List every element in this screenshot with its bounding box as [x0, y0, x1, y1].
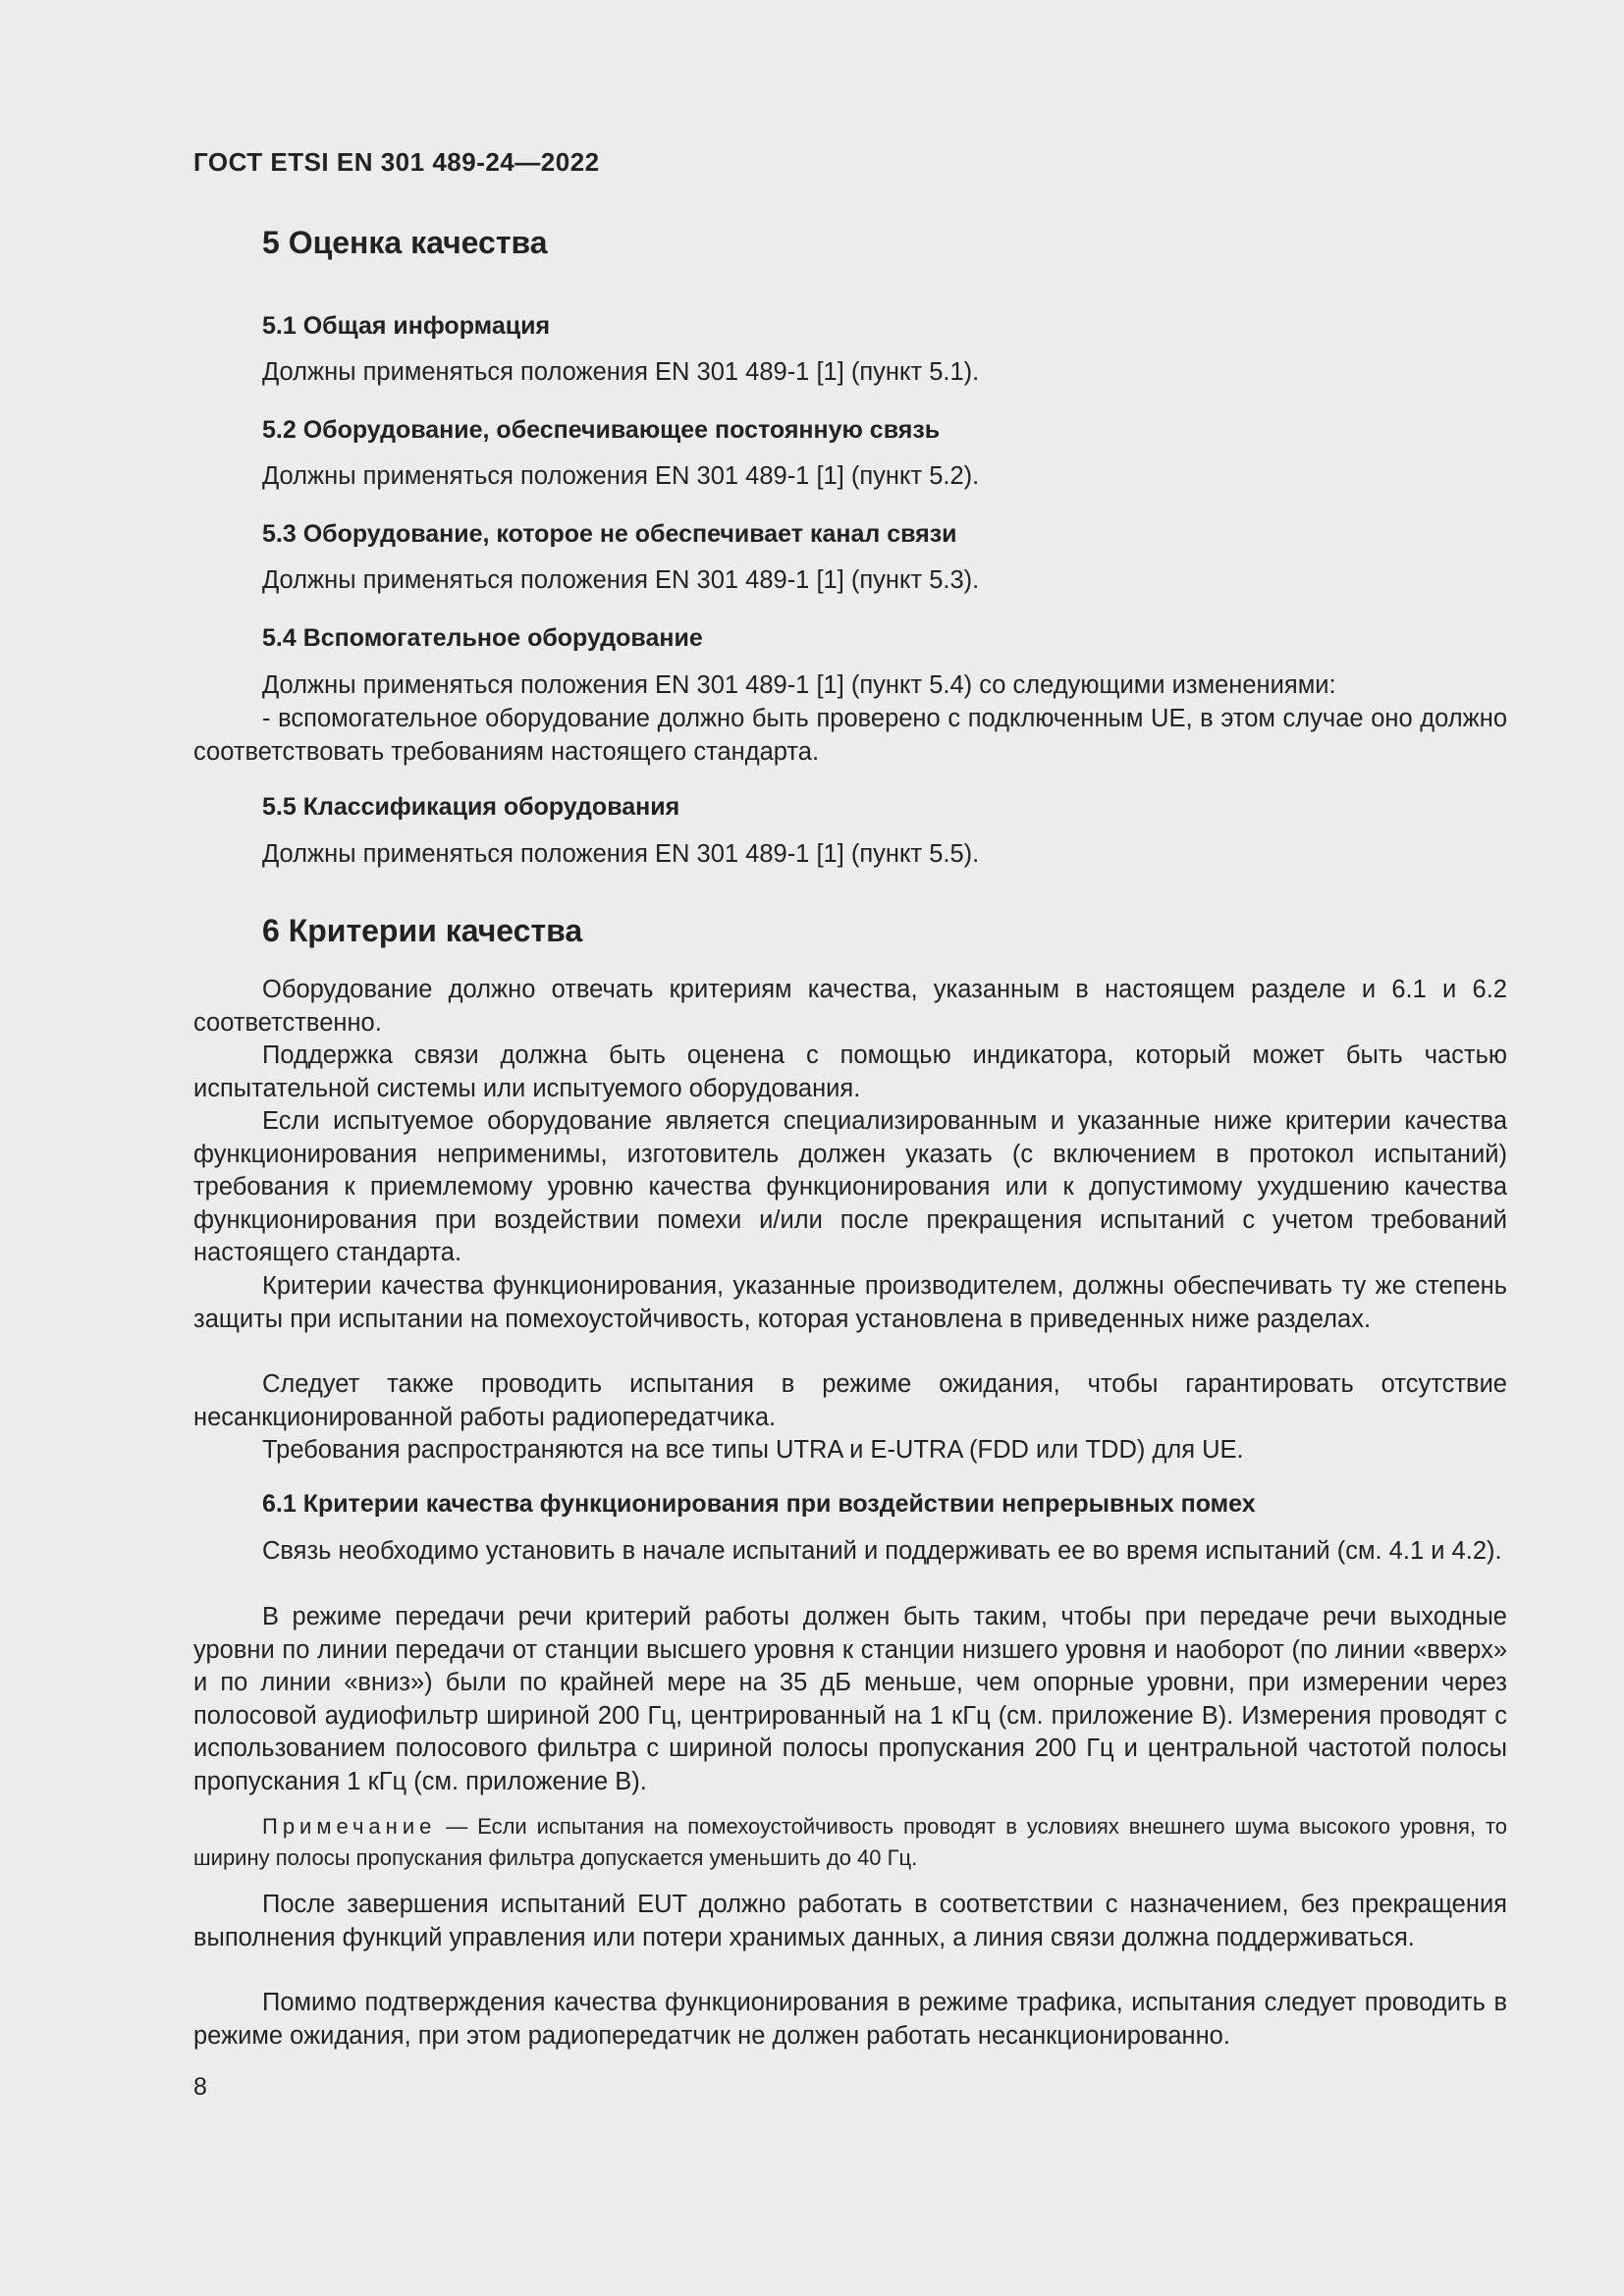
page-number: 8 [193, 2073, 207, 2101]
section-5-5-title: 5.5 Классификация оборудования [262, 793, 680, 821]
section-6-paragraph: Оборудование должно отвечать критериям качества, указанным в настоящем разделе и 6.1 и 6.2 соответственно. [193, 976, 1507, 1037]
section-6-paragraph: Поддержка связи должна быть оценена с помощью индикатора, который может быть частью испытательной системы или испытуемого оборудования. [193, 1041, 1507, 1102]
section-5-5-text: Должны применяться положения EN 301 489-1 [1] (пункт 5.5). [262, 840, 980, 868]
note-text: — Если испытания на помехоустойчивость проводят в условиях внешнего шума высокого уровня, то ширину полосы пропускания фильтра допускается уменьшить до 40 Гц. [193, 1814, 1507, 1870]
section-5-1-title: 5.1 Общая информация [262, 312, 551, 340]
section-6-paragraph: Критерии качества функционирования, указанные производителем, должны обеспечивать ту же степень защиты при испытании на помехоустойчивость, которая установлена в приведенных ниже разделах. [193, 1272, 1507, 1333]
section-5-2-text: Должны применяться положения EN 301 489-1 [1] (пункт 5.2). [262, 462, 980, 490]
section-5-3-title: 5.3 Оборудование, которое не обеспечивает канал связи [262, 520, 957, 548]
section-6-title: 6 Критерии качества [262, 913, 583, 948]
section-6-paragraph: Требования распространяются на все типы UTRA и E-UTRA (FDD или TDD) для UE. [262, 1436, 1244, 1464]
section-6-1-paragraph: Помимо подтверждения качества функционирования в режиме трафика, испытания следует проводить в режиме ожидания, при этом радиопередатчик не должен работать несанкционированно. [193, 1989, 1507, 2050]
section-6-paragraph: Если испытуемое оборудование является специализированным и указанные ниже критерии качества функционирования неприменимы, изготовитель должен указать (с включением в протокол испытаний) требования к приемлемому уровню качества функционирования или к допустимому ухудшению качества функционирования при воздействии помехи и/или после прекращения испытаний с учетом требований настоящего стандарта. [193, 1107, 1507, 1266]
section-5-1-text: Должны применяться положения EN 301 489-1 [1] (пункт 5.1). [262, 358, 980, 386]
section-5-2-title: 5.2 Оборудование, обеспечивающее постоянную связь [262, 416, 941, 444]
section-5-4-title: 5.4 Вспомогательное оборудование [262, 624, 703, 652]
document-header: ГОСТ ETSI EN 301 489-24—2022 [193, 147, 600, 177]
section-6-paragraph: Следует также проводить испытания в режиме ожидания, чтобы гарантировать отсутствие несанкционированной работы радиопередатчика. [193, 1370, 1507, 1431]
note-label: Примечание [262, 1814, 437, 1839]
section-6-1-paragraph: В режиме передачи речи критерий работы должен быть таким, чтобы при передаче речи выходные уровни по линии передачи от станции высшего уровня к станции низшего уровня и наоборот (по линии «вверх» и по линии «вниз») были по крайней мере на 35 дБ меньше, чем опорные уровни, при измерении через полосовой аудиофильтр шириной 200 Гц, центрированный на 1 кГц (см. приложение В). Измерения проводят с использованием полосового фильтра с шириной полосы пропускания 200 Гц и центральной частотой полосы пропускания 1 кГц (см. приложение В). [193, 1603, 1507, 1795]
section-5-3-text: Должны применяться положения EN 301 489-1 [1] (пункт 5.3). [262, 566, 980, 594]
note [193, 1811, 1507, 1874]
section-5-4-text: Должны применяться положения EN 301 489-1 [1] (пункт 5.4) со следующими изменениями: [262, 671, 1336, 699]
section-6-1-paragraph: После завершения испытаний EUT должно работать в соответствии с назначением, без прекращения выполнения функций управления или потери хранимых данных, а линия связи должна поддерживаться. [193, 1891, 1507, 1951]
section-6-1-paragraph: Связь необходимо установить в начале испытаний и поддерживать ее во время испытаний (см. 4.1 и 4.2). [262, 1537, 1502, 1565]
section-5-title: 5 Оценка качества [262, 225, 548, 260]
section-6-1-title: 6.1 Критерии качества функционирования при воздействии непрерывных помех [262, 1490, 1256, 1518]
section-5-4-item: - вспомогательное оборудование должно быть проверено с подключенным UE, в этом случае оно должно соответствовать требованиям настоящего стандарта. [193, 705, 1507, 766]
